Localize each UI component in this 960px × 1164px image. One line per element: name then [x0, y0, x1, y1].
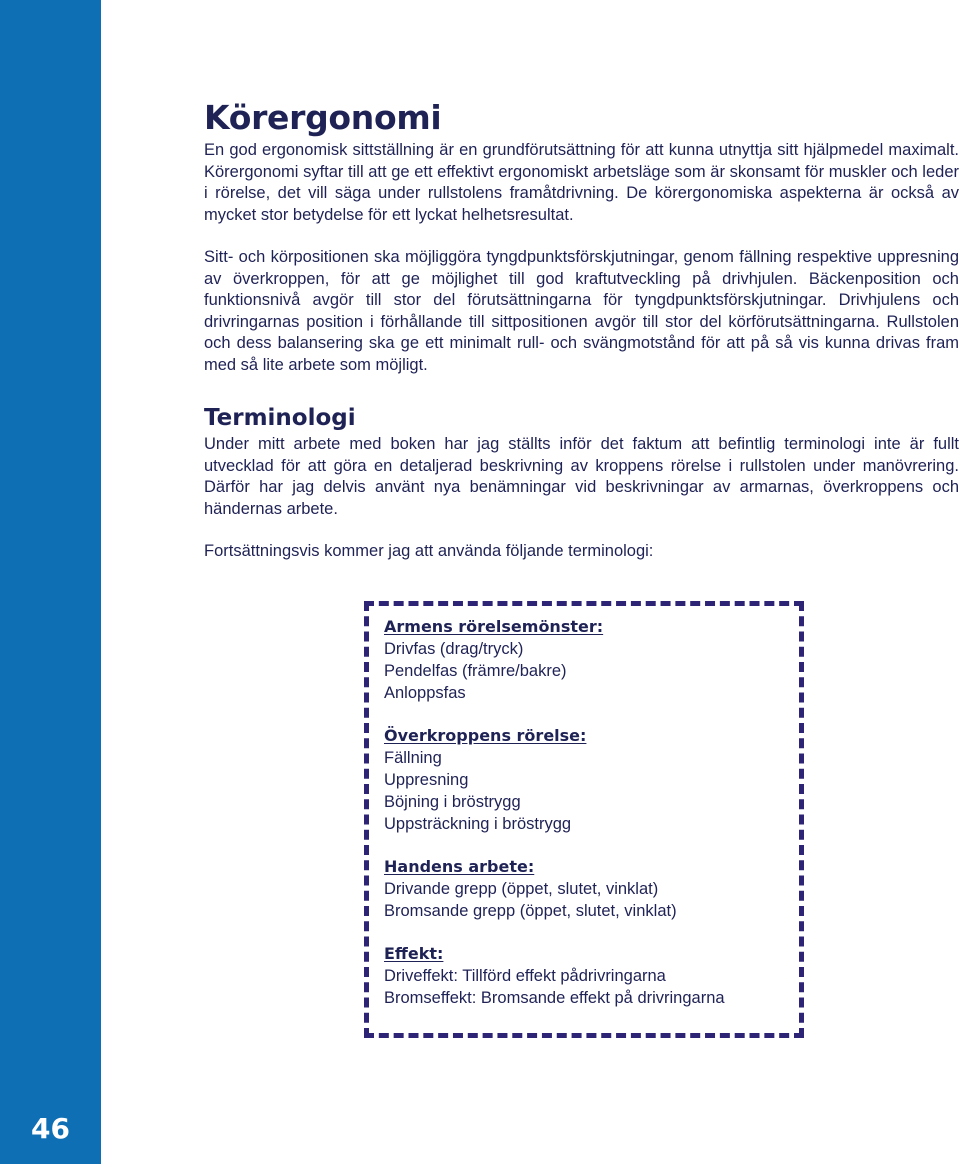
term-item: Drivfas (drag/tryck)	[384, 640, 524, 658]
term-group-heading: Handens arbete:	[384, 857, 535, 876]
term-item: Driveffekt: Tillförd effekt pådrivringarna	[384, 967, 666, 985]
term-item: Uppresning	[384, 771, 469, 789]
term-group-hand	[384, 856, 794, 922]
term-group-arm	[384, 616, 794, 704]
section-title-korergonomi: Körergonomi	[204, 98, 442, 137]
term-item: Drivande grepp (öppet, slutet, vinklat)	[384, 880, 659, 898]
term-group-heading: Effekt:	[384, 944, 444, 963]
section-title-terminologi: Terminologi	[204, 405, 356, 431]
term-item: Fällning	[384, 749, 442, 767]
term-item: Uppsträckning i bröstrygg	[384, 815, 572, 833]
main-content	[204, 96, 959, 563]
terminology-list	[384, 616, 794, 1009]
term-group-effect	[384, 943, 794, 1009]
terminology-lead-in: Fortsättningsvis kommer jag att använda följande terminologi:	[204, 542, 654, 560]
term-item: Böjning i bröstrygg	[384, 793, 521, 811]
terminology-paragraph: Under mitt arbete med boken har jag ställts inför det faktum att befintlig terminologi inte är fullt utvecklad för att göra en detaljerad beskrivning av kroppens rörelse i rullstolen under manövrering. Därför har jag delvis använt nya benämningar vid beskrivningar av armarnas, överkroppens och händernas arbete.	[204, 435, 959, 518]
term-item: Bromseffekt: Bromsande effekt på drivringarna	[384, 989, 725, 1007]
page-number: 46	[31, 1112, 70, 1145]
position-paragraph: Sitt- och körpositionen ska möjliggöra tyngdpunktsförskjutningar, genom fällning respektive uppresning av överkroppen, för att ge möjlighet till god kraftutveckling på drivhjulen. Bäckenposition och funktionsnivå avgör till stor del förutsättningarna för tyngdpunktsförskjutningar. Drivhjulens och drivringarnas position i förhållande till sittpositionen avgör till stor del körförutsättningarna. Rullstolen och dess balansering ska ge ett minimalt rull- och svängmotstånd för att på så vis kunna drivas fram med så lite arbete som möjligt.	[204, 248, 959, 374]
intro-paragraph: En god ergonomisk sittställning är en grundförutsättning för att kunna utnyttja sitt hjälpmedel maximalt. Körergonomi syftar till att ge ett effektivt ergonomiskt arbetsläge som är skonsamt för muskler och leder i rörelse, det vill säga under rullstolens framåtdrivning. De körergonomiska aspekterna är också av mycket stor betydelse för ett lyckat helhetsresultat.	[204, 141, 959, 224]
term-group-torso	[384, 725, 794, 835]
sidebar-band	[0, 0, 101, 1164]
term-group-heading: Armens rörelsemönster:	[384, 617, 604, 636]
term-item: Pendelfas (främre/bakre)	[384, 662, 567, 680]
term-item: Anloppsfas	[384, 684, 466, 702]
term-group-heading: Överkroppens rörelse:	[384, 726, 587, 745]
term-item: Bromsande grepp (öppet, slutet, vinklat)	[384, 902, 677, 920]
